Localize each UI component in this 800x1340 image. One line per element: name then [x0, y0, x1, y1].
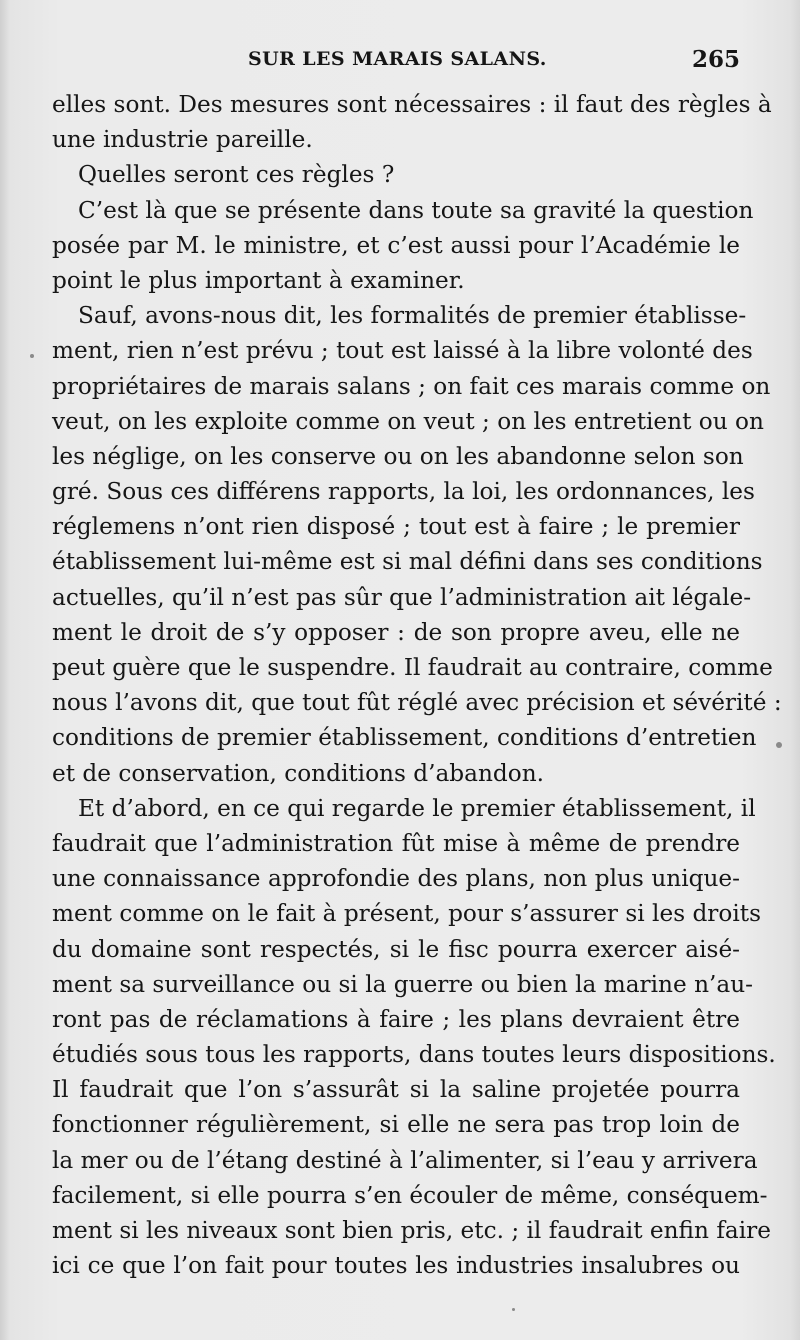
text-line: elles sont. Des mesures sont nécessaires : il faut des règles à — [52, 91, 772, 118]
text-line: du domaine sont respectés, si le fisc pourra exercer aisé- — [52, 935, 740, 963]
text-line: établissement lui-même est si mal défini dans ses conditions — [52, 548, 763, 576]
text-line: Quelles seront ces règles ? — [78, 161, 395, 189]
text-line: gré. Sous ces différens rapports, la loi, les ordonnances, les — [52, 478, 755, 506]
text-line: ment comme on le fait à présent, pour s’assurer si les droits — [52, 900, 761, 928]
paper-speck — [512, 1308, 515, 1311]
text-line: propriétaires de marais salans ; on fait ces marais comme on — [52, 372, 771, 400]
text-line: réglemens n’ont rien disposé ; tout est à faire ; le premier — [52, 513, 740, 541]
text-line: ment le droit de s’y opposer : de son propre aveu, elle ne — [52, 618, 740, 646]
text-line: conditions de premier établissement, conditions d’entretien — [52, 724, 757, 752]
text-line: Et d’abord, en ce qui regarde le premier établissement, il — [78, 794, 756, 822]
text-line: une industrie pareille. — [52, 126, 313, 154]
text-line: actuelles, qu’il n’est pas sûr que l’administration ait légale- — [52, 583, 752, 611]
text-line: facilement, si elle pourra s’en écouler de même, conséquem- — [52, 1181, 768, 1209]
page-number: 265 — [691, 46, 740, 73]
text-line: nous l’avons dit, que tout fût réglé avec précision et sévérité : — [52, 689, 782, 717]
text-line: veut, on les exploite comme on veut ; on les entretient ou on — [52, 407, 764, 435]
text-line: Il faudrait que l’on s’assurât si la saline projetée pourra — [52, 1076, 740, 1104]
text-line: faudrait que l’administration fût mise à même de prendre — [52, 829, 740, 857]
text-line: fonctionner régulièrement, si elle ne sera pas trop loin de — [52, 1111, 740, 1139]
text-line: les néglige, on les conserve ou on les abandonne selon son — [52, 442, 744, 470]
text-line: une connaissance approfondie des plans, non plus unique- — [52, 865, 740, 893]
text-line: la mer ou de l’étang destiné à l’alimenter, si l’eau y arrivera — [52, 1146, 758, 1174]
running-title: SUR LES MARAIS SALANS. — [248, 48, 547, 70]
text-line: ici ce que l’on fait pour toutes les industries insalubres ou — [52, 1252, 740, 1280]
text-line: Sauf, avons-nous dit, les formalités de premier établisse- — [78, 302, 747, 330]
text-line: C’est là que se présente dans toute sa gravité la question — [78, 196, 754, 224]
paper-speck — [776, 742, 782, 748]
body-text — [52, 87, 782, 1283]
text-line: ment sa surveillance ou si la guerre ou bien la marine n’au- — [52, 970, 753, 998]
paper-speck — [30, 354, 34, 358]
text-line: et de conservation, conditions d’abandon. — [52, 759, 545, 787]
text-line: étudiés sous tous les rapports, dans toutes leurs dispositions. — [52, 1041, 776, 1069]
text-line: peut guère que le suspendre. Il faudrait au contraire, comme — [52, 654, 773, 681]
text-line: ment si les niveaux sont bien pris, etc. ; il faudrait enfin faire — [52, 1217, 771, 1244]
text-line: ment, rien n’est prévu ; tout est laissé à la libre volonté des — [52, 337, 753, 365]
text-line: posée par M. le ministre, et c’est aussi pour l’Académie le — [52, 231, 740, 259]
page-header — [52, 46, 740, 76]
text-line: point le plus important à examiner. — [52, 266, 465, 294]
text-line: ront pas de réclamations à faire ; les plans devraient être — [52, 1005, 740, 1033]
